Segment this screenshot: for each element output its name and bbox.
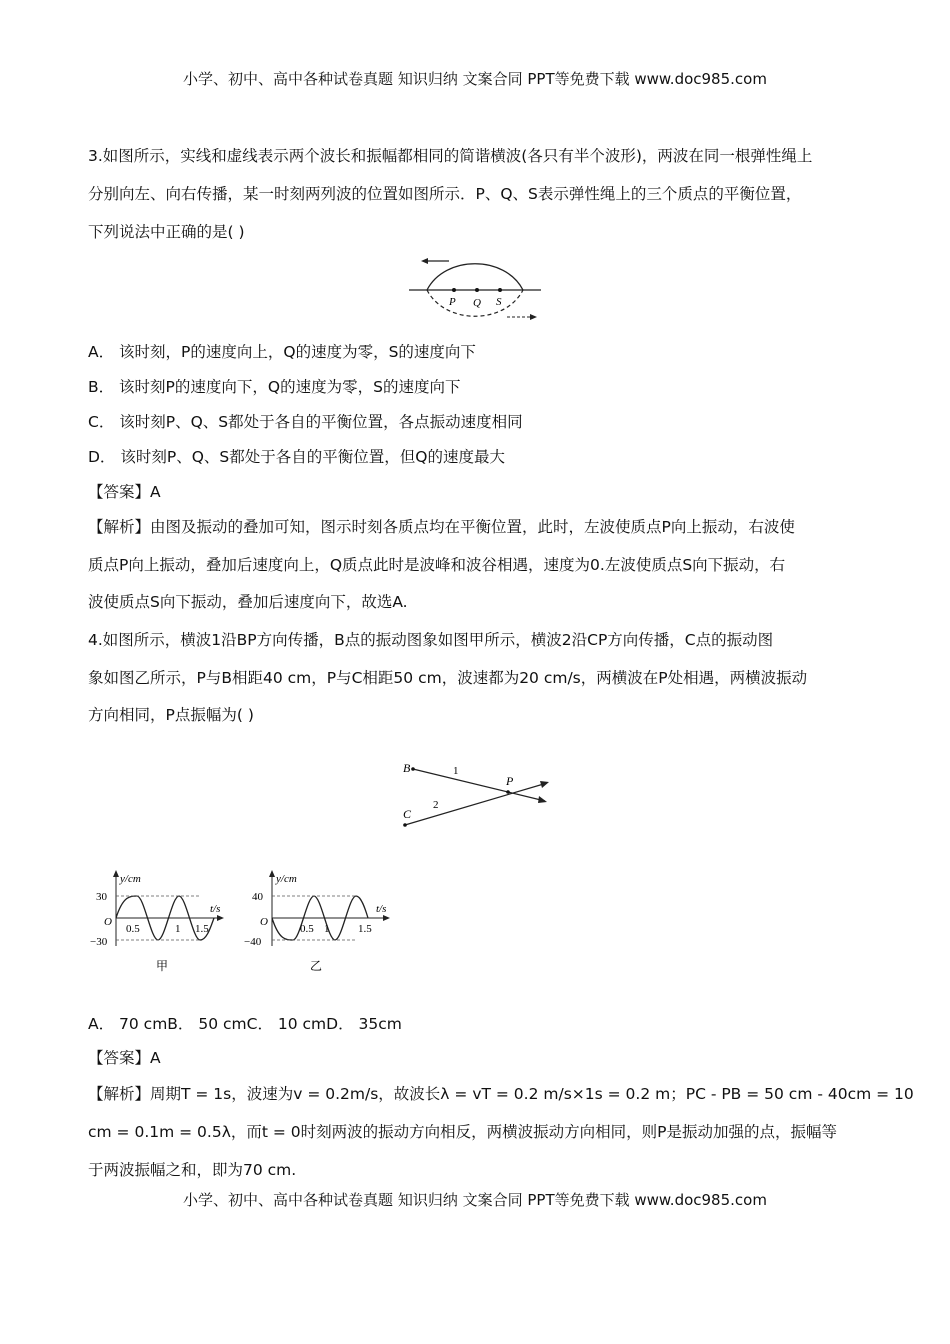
q3-line-3: 下列说法中正确的是( ) (88, 223, 245, 241)
yi-ylabel: y/cm (276, 873, 297, 885)
q3-analysis-3: 波使质点S向下振动，叠加后速度向下，故选A. (88, 593, 408, 611)
jia-xlabel: t/s (210, 903, 221, 915)
yi-xtick-05: 0.5 (300, 923, 314, 935)
yi-xtick-1: 1 (324, 923, 330, 935)
q3-option-b: B． 该时刻P的速度向下，Q的速度为零，S的速度向下 (88, 378, 461, 396)
jia-origin: O (104, 916, 112, 928)
q3-analysis-2: 质点P向上振动，叠加后速度向上，Q质点此时是波峰和波谷相遇，速度为0.左波使质点S向下振动，右 (88, 556, 786, 574)
q4-label-1: 1 (453, 765, 459, 777)
yi-caption: 乙 (310, 959, 323, 973)
jia-ylabel: y/cm (120, 873, 141, 885)
jia-ytick-max: 30 (96, 891, 107, 903)
q3-answer: 【答案】A (88, 483, 161, 501)
jia-ytick-min: −30 (90, 936, 108, 948)
page-header: 小学、初中、高中各种试卷真题 知识归纳 文案合同 PPT等免费下载 www.doc985.com (183, 70, 767, 88)
q4-label-2: 2 (433, 799, 439, 811)
q3-line-1: 3.如图所示，实线和虚线表示两个波长和振幅都相同的简谐横波(各只有半个波形)，两波在同一根弹性绳上 (88, 147, 813, 165)
q3-option-d: D． 该时刻P、Q、S都处于各自的平衡位置，但Q的速度最大 (88, 448, 505, 466)
q3-option-a: A． 该时刻，P的速度向上，Q的速度为零，S的速度向下 (88, 343, 476, 361)
yi-ytick-min: −40 (244, 936, 262, 948)
q3-option-c: C． 该时刻P、Q、S都处于各自的平衡位置，各点振动速度相同 (88, 413, 523, 431)
jia-xtick-05: 0.5 (126, 923, 140, 935)
q4-wave-crossing-figure (395, 755, 560, 835)
jia-caption: 甲 (156, 959, 169, 973)
q3-label-p: P (449, 296, 456, 308)
q4-label-p: P (506, 774, 514, 788)
jia-xtick-15: 1.5 (195, 923, 209, 935)
yi-xlabel: t/s (376, 903, 387, 915)
q4-options: A． 70 cmB． 50 cmC． 10 cmD． 35cm (88, 1015, 402, 1033)
q3-line-2: 分别向左、向右传播，某一时刻两列波的位置如图所示．P、Q、S表示弹性绳上的三个质点的平衡位置， (88, 185, 802, 203)
yi-xtick-15: 1.5 (358, 923, 372, 935)
jia-xtick-1: 1 (175, 923, 181, 935)
q3-wave-figure (405, 250, 545, 330)
q4-label-b: B (403, 761, 411, 775)
q3-label-s: S (496, 296, 502, 308)
graph-yi (242, 866, 392, 981)
q3-label-q: Q (473, 297, 481, 309)
q4-line-3: 方向相同，P点振幅为( ) (88, 706, 254, 724)
q4-answer: 【答案】A (88, 1049, 161, 1067)
q4-analysis-2: cm = 0.1m = 0.5λ，而t = 0时刻两波的振动方向相反，两横波振动方向相同，则P是振动加强的点，振幅等 (88, 1123, 838, 1141)
q3-analysis-1: 【解析】由图及振动的叠加可知，图示时刻各质点均在平衡位置，此时，左波使质点P向上振动，右波使 (88, 518, 795, 536)
page-footer: 小学、初中、高中各种试卷真题 知识归纳 文案合同 PPT等免费下载 www.doc985.com (183, 1191, 767, 1209)
q4-line-2: 象如图乙所示，P与B相距40 cm，P与C相距50 cm，波速都为20 cm/s，两横波在P处相遇，两横波振动 (88, 669, 808, 687)
yi-origin: O (260, 916, 268, 928)
yi-ytick-max: 40 (252, 891, 263, 903)
q4-label-c: C (403, 807, 412, 821)
graph-jia (88, 866, 228, 981)
q4-analysis-3: 于两波振幅之和，即为70 cm. (88, 1161, 297, 1179)
q4-analysis-1: 【解析】周期T = 1s，波速为v = 0.2m/s，故波长λ = vT = 0.2 m/s×1s = 0.2 m；PC - PB = 50 cm - 40cm = 10 (88, 1085, 914, 1103)
q4-line-1: 4.如图所示，横波1沿BP方向传播，B点的振动图象如图甲所示，横波2沿CP方向传播，C点的振动图 (88, 631, 774, 649)
